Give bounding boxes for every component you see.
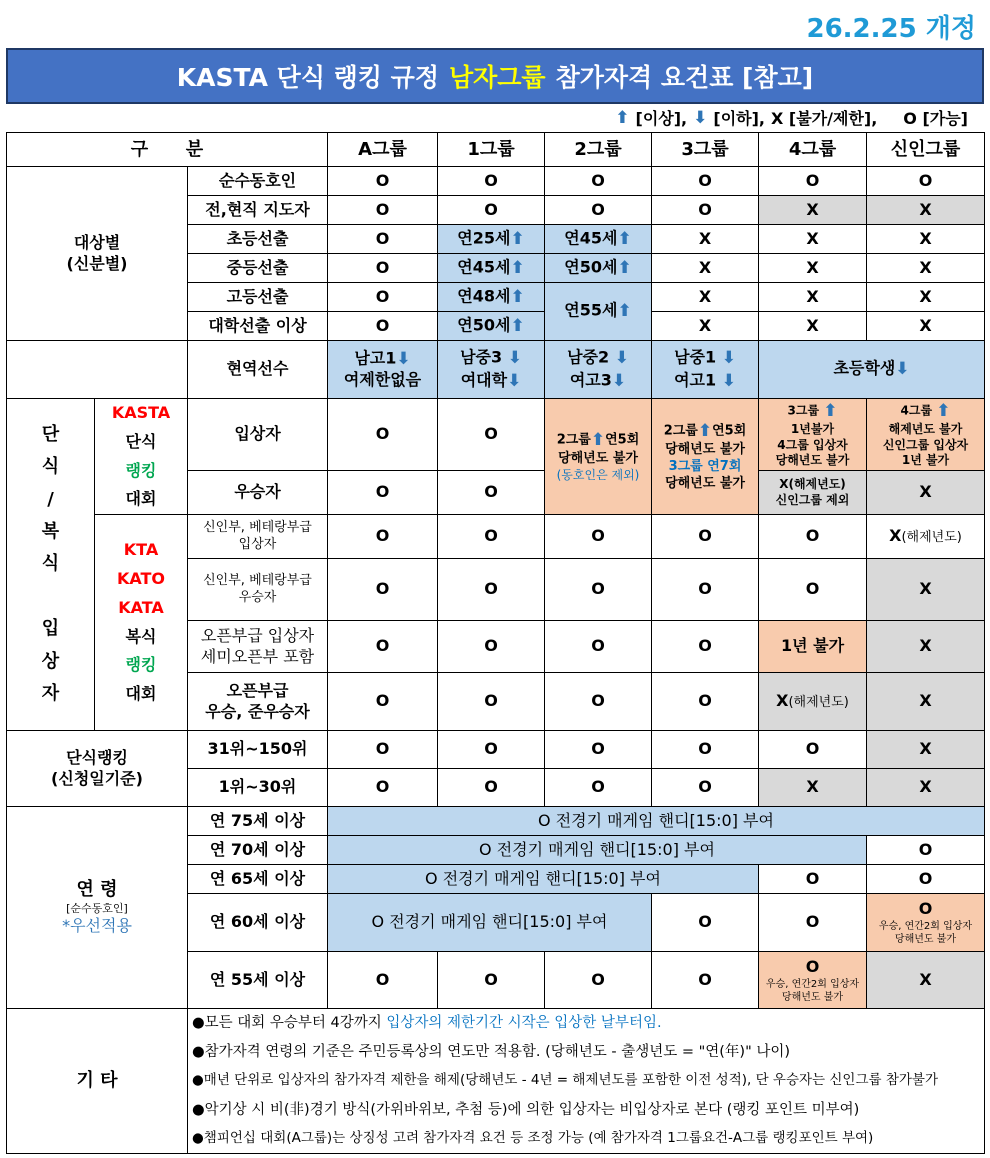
cell-o: O	[867, 865, 985, 894]
row-label: 1위~30위	[188, 769, 328, 807]
cell-o: O	[652, 769, 759, 807]
empty-cell	[7, 341, 188, 399]
cell-x: X	[867, 559, 985, 621]
cell-o: O	[759, 515, 867, 559]
cell-o: O	[545, 559, 652, 621]
arrow-down-icon: ⬇	[895, 359, 910, 380]
row-label: 31위~150위	[188, 731, 328, 769]
cell-o: O	[545, 515, 652, 559]
table-row	[7, 515, 985, 559]
cell-x-release: X(해제년도)	[759, 673, 867, 731]
table-row	[7, 341, 985, 399]
cell-winner-g4: X(해제년도) 신인그룹 제외	[759, 471, 867, 515]
cell-x: X	[867, 731, 985, 769]
cell-o: O	[328, 312, 438, 341]
etc-note: ●악기상 시 비(非)경기 방식(가위바위보, 추첨 등)에 의한 입상자는 비입상자로 본다 (랭킹 포인트 미부여)	[188, 1096, 985, 1125]
arrow-up-icon: ⬆	[617, 301, 632, 322]
singles-doubles-side-label: 단 식 / 복 식 입 상 자	[7, 399, 95, 731]
legend-up-label: [이상],	[635, 109, 688, 128]
cell-o: O	[328, 167, 438, 196]
cell-x: X	[759, 196, 867, 225]
row-label: 우승자	[188, 471, 328, 515]
cell-o: O	[545, 621, 652, 673]
header-group-1: 1그룹	[438, 133, 545, 167]
cell-o: O	[652, 673, 759, 731]
row-label: 현역선수	[188, 341, 328, 399]
arrow-up-icon: ⬆	[617, 257, 632, 278]
cell-one-year: 1년 불가	[759, 621, 867, 673]
header-category: 구 분	[7, 133, 328, 167]
header-group-4: 4그룹	[759, 133, 867, 167]
row-label: 연 70세 이상	[188, 836, 328, 865]
arrow-down-icon: ⬇	[611, 370, 627, 391]
kta-label: KTA KATO KATA 복식 랭킹 대회	[95, 515, 188, 731]
cell-o: O	[759, 559, 867, 621]
cell-o: O	[438, 399, 545, 471]
row-label: 순수동호인	[188, 167, 328, 196]
cell-age: 연50세⬆	[438, 312, 545, 341]
cell-o: O	[438, 471, 545, 515]
row-label: 고등선출	[188, 283, 328, 312]
ranking-label: 단식랭킹 (신청일기준)	[7, 731, 188, 807]
arrow-up-icon: ⬆	[697, 421, 713, 442]
cell-handicap: O 전경기 매게임 핸디[15:0] 부여	[328, 894, 652, 952]
arrow-up-icon: ⬆	[936, 401, 951, 422]
row-label: 연 55세 이상	[188, 952, 328, 1009]
etc-note: ●모든 대회 우승부터 4강까지 입상자의 제한기간 시작은 입상한 날부터임.	[188, 1009, 985, 1038]
cell-o: O	[328, 399, 438, 471]
legend-o-label: O [가능]	[903, 109, 968, 128]
cell-x: X	[652, 312, 759, 341]
cell-o: O	[328, 731, 438, 769]
cell-x: X	[867, 952, 985, 1009]
table-row	[7, 399, 985, 471]
cell-o: O	[652, 731, 759, 769]
cell-o-note: O 우승, 연간2회 입상자 당해년도 불가	[867, 894, 985, 952]
etc-label: 기 타	[7, 1009, 188, 1154]
cell-o: O	[652, 196, 759, 225]
cell-o: O	[545, 731, 652, 769]
row-label: 연 75세 이상	[188, 807, 328, 836]
cell-o-note: O 우승, 연간2회 입상자 당해년도 불가	[759, 952, 867, 1009]
eligibility-table	[6, 132, 985, 1154]
cell-active: 남고1⬇ 여제한없음	[328, 341, 438, 399]
cell-o: O	[652, 952, 759, 1009]
cell-o: O	[328, 283, 438, 312]
cell-o: O	[545, 952, 652, 1009]
cell-x: X	[867, 225, 985, 254]
cell-o: O	[328, 225, 438, 254]
row-label: 입상자	[188, 399, 328, 471]
title-prefix: KASTA 단식 랭킹 규정	[176, 63, 439, 92]
cell-age: 연45세⬆	[545, 225, 652, 254]
cell-o: O	[328, 471, 438, 515]
cell-age: 연25세⬆	[438, 225, 545, 254]
cell-active: 남중2 ⬇ 여고3⬇	[545, 341, 652, 399]
cell-x: X	[652, 225, 759, 254]
arrow-up-icon: ⬆	[615, 107, 630, 128]
arrow-up-icon: ⬆	[823, 401, 838, 422]
cell-o: O	[328, 196, 438, 225]
cell-o: O	[545, 673, 652, 731]
row-label: 오픈부급 입상자 세미오픈부 포함	[188, 621, 328, 673]
header-rookie-group: 신인그룹	[867, 133, 985, 167]
table-row	[7, 807, 985, 836]
cell-o: O	[652, 515, 759, 559]
arrow-up-icon: ⬆	[590, 430, 606, 451]
cell-o: O	[867, 167, 985, 196]
cell-o: O	[328, 515, 438, 559]
cell-o: O	[759, 865, 867, 894]
legend-down-label: [이하],	[713, 109, 765, 128]
header-group-2: 2그룹	[545, 133, 652, 167]
cell-o: O	[328, 952, 438, 1009]
cell-placer-g2: 2그룹⬆연5회 당해년도 불가 (동호인은 제외)	[545, 399, 652, 515]
row-label: 대학선출 이상	[188, 312, 328, 341]
cell-x: X	[867, 673, 985, 731]
cell-handicap: O 전경기 매게임 핸디[15:0] 부여	[328, 807, 985, 836]
cell-x: X	[867, 471, 985, 515]
cell-o: O	[438, 515, 545, 559]
kasta-label: KASTA 단식 랭킹 대회	[95, 399, 188, 515]
cell-o: O	[652, 559, 759, 621]
table-row	[7, 1009, 985, 1038]
legend	[615, 106, 968, 129]
cell-o: O	[652, 167, 759, 196]
cell-o: O	[759, 731, 867, 769]
cell-x: X	[759, 254, 867, 283]
cell-o: O	[545, 167, 652, 196]
cell-x: X	[759, 769, 867, 807]
cell-o: O	[438, 769, 545, 807]
arrow-down-icon: ⬇	[693, 107, 708, 128]
etc-note: ●챔피언십 대회(A그룹)는 상징성 고려 참가자격 요건 등 조정 가능 (예 참가자격 1그룹요건-A그룹 랭킹포인트 부여)	[188, 1125, 985, 1154]
cell-o: O	[438, 559, 545, 621]
cell-o: O	[652, 894, 759, 952]
age-label: 연 령 [순수동호인] *우선적용	[7, 807, 188, 1009]
row-label: 연 60세 이상	[188, 894, 328, 952]
arrow-down-icon: ⬇	[721, 370, 736, 391]
row-label: 신인부, 베테랑부급 우승자	[188, 559, 328, 621]
cell-x: X	[759, 225, 867, 254]
cell-age: 연45세⬆	[438, 254, 545, 283]
cell-o: O	[328, 254, 438, 283]
cell-o: O	[328, 769, 438, 807]
table-row	[7, 731, 985, 769]
page-title	[6, 48, 984, 104]
cell-x: X	[867, 254, 985, 283]
arrow-up-icon: ⬆	[510, 228, 525, 249]
cell-active: 남중1 ⬇ 여고1 ⬇	[652, 341, 759, 399]
cell-x: X	[867, 769, 985, 807]
header-row	[7, 133, 985, 167]
legend-x-label: X [불가/제한],	[771, 109, 878, 128]
etc-note: ●매년 단위로 입상자의 참가자격 제한을 해제(당해년도 - 4년 = 해제년도를 포함한 이전 성적), 단 우승자는 신인그룹 참가불가	[188, 1067, 985, 1096]
cell-o: O	[328, 673, 438, 731]
row-label: 중등선출	[188, 254, 328, 283]
arrow-down-icon: ⬇	[614, 348, 629, 369]
cell-active: 남중3 ⬇ 여대학⬇	[438, 341, 545, 399]
cell-x: X	[652, 283, 759, 312]
cell-o: O	[545, 769, 652, 807]
cell-o: O	[438, 196, 545, 225]
header-a-group: A그룹	[328, 133, 438, 167]
table-row	[7, 167, 985, 196]
cell-x: X	[652, 254, 759, 283]
cell-o: O	[867, 836, 985, 865]
cell-age: 연48세⬆	[438, 283, 545, 312]
title-suffix: 참가자격 요건표 [참고]	[555, 63, 814, 92]
arrow-down-icon: ⬇	[507, 348, 522, 369]
cell-o: O	[438, 621, 545, 673]
cell-o: O	[328, 621, 438, 673]
cell-o: O	[759, 894, 867, 952]
row-label: 전,현직 지도자	[188, 196, 328, 225]
arrow-up-icon: ⬆	[510, 257, 525, 278]
arrow-up-icon: ⬆	[617, 228, 632, 249]
arrow-up-icon: ⬆	[510, 286, 525, 307]
cell-o: O	[652, 621, 759, 673]
cell-x: X	[759, 283, 867, 312]
cell-handicap: O 전경기 매게임 핸디[15:0] 부여	[328, 836, 867, 865]
title-highlight: 남자그룹	[448, 63, 546, 92]
row-label: 초등선출	[188, 225, 328, 254]
cell-o: O	[759, 167, 867, 196]
cell-o: O	[545, 196, 652, 225]
cell-x: X	[759, 312, 867, 341]
cell-x: X	[867, 312, 985, 341]
cell-o: O	[438, 952, 545, 1009]
cell-o: O	[328, 559, 438, 621]
cell-age: 연55세⬆	[545, 283, 652, 341]
cell-o: O	[438, 673, 545, 731]
arrow-down-icon: ⬇	[396, 349, 411, 370]
cell-handicap: O 전경기 매게임 핸디[15:0] 부여	[328, 865, 759, 894]
cell-x-release: X(해제년도)	[867, 515, 985, 559]
cell-age: 연50세⬆	[545, 254, 652, 283]
cell-x: X	[867, 621, 985, 673]
row-label: 신인부, 베테랑부급 입상자	[188, 515, 328, 559]
cell-placer-rookie: 4그룹 ⬆ 해제년도 불가 신인그룹 입상자 1년 불가	[867, 399, 985, 471]
row-label: 연 65세 이상	[188, 865, 328, 894]
cell-x: X	[867, 196, 985, 225]
arrow-down-icon: ⬇	[721, 348, 736, 369]
cell-o: O	[438, 731, 545, 769]
header-group-3: 3그룹	[652, 133, 759, 167]
cell-placer-g4: 3그룹 ⬆ 1년불가 4그룹 입상자 당해년도 불가	[759, 399, 867, 471]
row-label: 오픈부급 우승, 준우승자	[188, 673, 328, 731]
cell-x: X	[867, 283, 985, 312]
revision-date: 26.2.25 개정	[806, 14, 976, 44]
arrow-down-icon: ⬇	[507, 370, 522, 391]
cell-o: O	[438, 167, 545, 196]
etc-note: ●참가자격 연령의 기준은 주민등록상의 연도만 적용함. (당해년도 - 출생년도 = "연(年)" 나이)	[188, 1038, 985, 1067]
target-section-label: 대상별 (신분별)	[7, 167, 188, 341]
arrow-up-icon: ⬆	[510, 315, 525, 336]
cell-active: 초등학생⬇	[759, 341, 985, 399]
cell-placer-g3: 2그룹⬆연5회 당해년도 불가 3그룹 연7회 당해년도 불가	[652, 399, 759, 515]
